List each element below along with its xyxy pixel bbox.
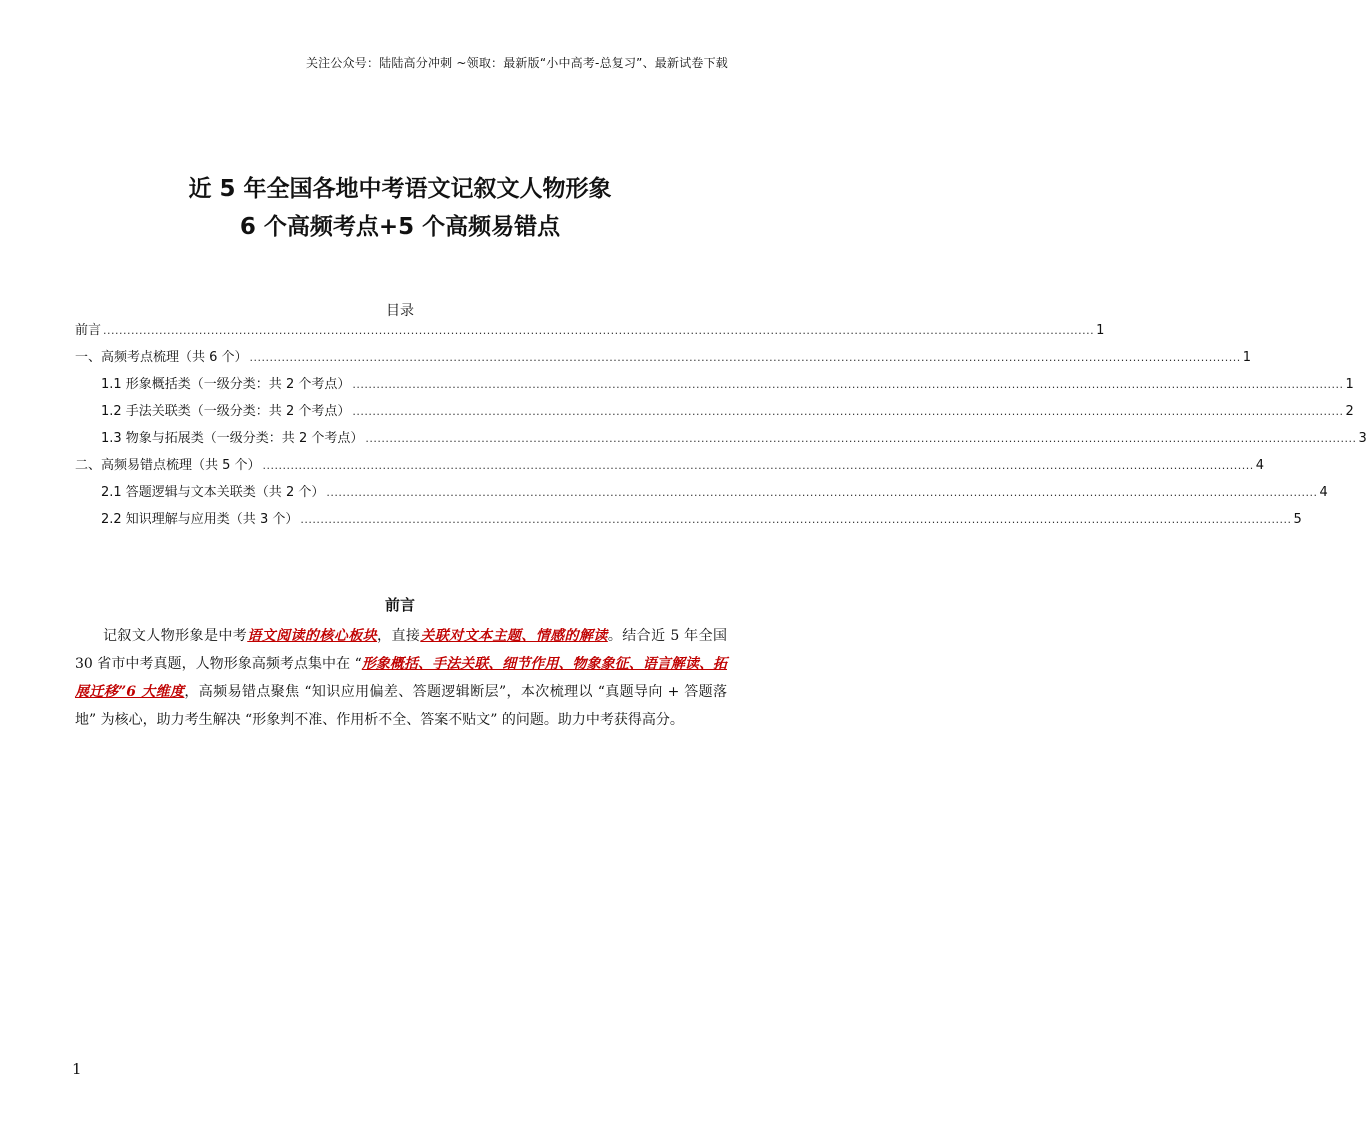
- toc-entry-section-1[interactable]: [75, 344, 1251, 371]
- document-title: [0, 170, 800, 246]
- toc-dot-leader: ........................................................................................................................................................................................................................................................: [352, 378, 1344, 391]
- toc-entry-label: 1.2 手法关联类（一级分类：共 2 个考点）: [101, 404, 351, 419]
- toc-entry-label: 2.2 知识理解与应用类（共 3 个）: [101, 512, 299, 527]
- toc-dot-leader: ........................................................................................................................................................................................................................................................: [326, 486, 1318, 499]
- title-line-1: 近 5 年全国各地中考语文记叙文人物形象: [188, 176, 612, 202]
- toc-entry-page: 4: [1319, 485, 1328, 500]
- toc-entry-page: 1: [1096, 323, 1105, 338]
- toc-entry-page: 2: [1345, 404, 1354, 419]
- toc-entry-page: 1: [1345, 377, 1354, 392]
- toc-entry-page: 4: [1255, 458, 1264, 473]
- preface-text: ，直接: [377, 628, 421, 644]
- preface-highlight: 语文阅读的核心板块: [247, 628, 378, 644]
- toc-dot-leader: ........................................................................................................................................................................................................................................................: [352, 405, 1344, 418]
- toc-dot-leader: ........................................................................................................................................................................................................................................................: [249, 351, 1241, 364]
- page-number: 1: [72, 1060, 82, 1078]
- preface-text: 记叙文人物形象是中考: [103, 628, 248, 644]
- toc-entry-label: 前言: [75, 323, 102, 338]
- toc-entry-section-2-1[interactable]: [75, 479, 1328, 506]
- toc-entry-label: 2.1 答题逻辑与文本关联类（共 2 个）: [101, 485, 325, 500]
- preface-highlight: 形象概括、手法关联、细节作用、物象象征、语言解读、拓展迁移”6 大维度: [75, 656, 727, 700]
- title-line-2: 6 个高频考点+5 个高频易错点: [239, 214, 561, 240]
- toc-entry-page: 3: [1358, 431, 1367, 446]
- toc-entry-page: 1: [1242, 350, 1251, 365]
- toc-entry-section-2-2[interactable]: [75, 506, 1302, 533]
- preface-text: ，高频易错点聚焦 “知识应用偏差、答题逻辑断层”，本次梳理以 “真题导向 + 答题落地” 为核心，助力考生解决 “形象判不准、作用析不全、答案不贴文” 的问题。助力中考获得高分。: [75, 684, 727, 728]
- preface-highlight: 关联对文本主题、情感的解读: [420, 628, 608, 644]
- toc-heading: 目录: [386, 303, 414, 319]
- toc-entry-label: 1.1 形象概括类（一级分类：共 2 个考点）: [101, 377, 351, 392]
- toc-entry-preface[interactable]: [75, 317, 1105, 344]
- toc-entry-section-1-3[interactable]: [75, 425, 1367, 452]
- toc-entry-section-2[interactable]: [75, 452, 1264, 479]
- toc-dot-leader: ........................................................................................................................................................................................................................................................: [365, 432, 1357, 445]
- preface-heading: 前言: [384, 596, 415, 614]
- preface-text: 。结合近 5 年全国 30 省市中考真题，人物形象高频考点集中在 “: [75, 628, 728, 672]
- toc-entry-section-1-2[interactable]: [75, 398, 1354, 425]
- header-promo-note: 关注公众号：陆陆高分冲刺 ~领取：最新版“小中高考-总复习”、最新试卷下载: [305, 56, 728, 70]
- toc-entry-label: 一、高频考点梳理（共 6 个）: [75, 350, 248, 365]
- toc-entry-page: 5: [1293, 512, 1302, 527]
- toc-entry-section-1-1[interactable]: [75, 371, 1354, 398]
- table-of-contents: [75, 317, 1367, 533]
- toc-dot-leader: ........................................................................................................................................................................................................................................................: [300, 513, 1292, 526]
- preface-paragraph: [75, 622, 727, 734]
- toc-entry-label: 二、高频易错点梳理（共 5 个）: [75, 458, 261, 473]
- toc-entry-label: 1.3 物象与拓展类（一级分类：共 2 个考点）: [101, 431, 364, 446]
- toc-dot-leader: ........................................................................................................................................................................................................................................................: [262, 459, 1254, 472]
- toc-dot-leader: ........................................................................................................................................................................................................................................................: [103, 324, 1095, 337]
